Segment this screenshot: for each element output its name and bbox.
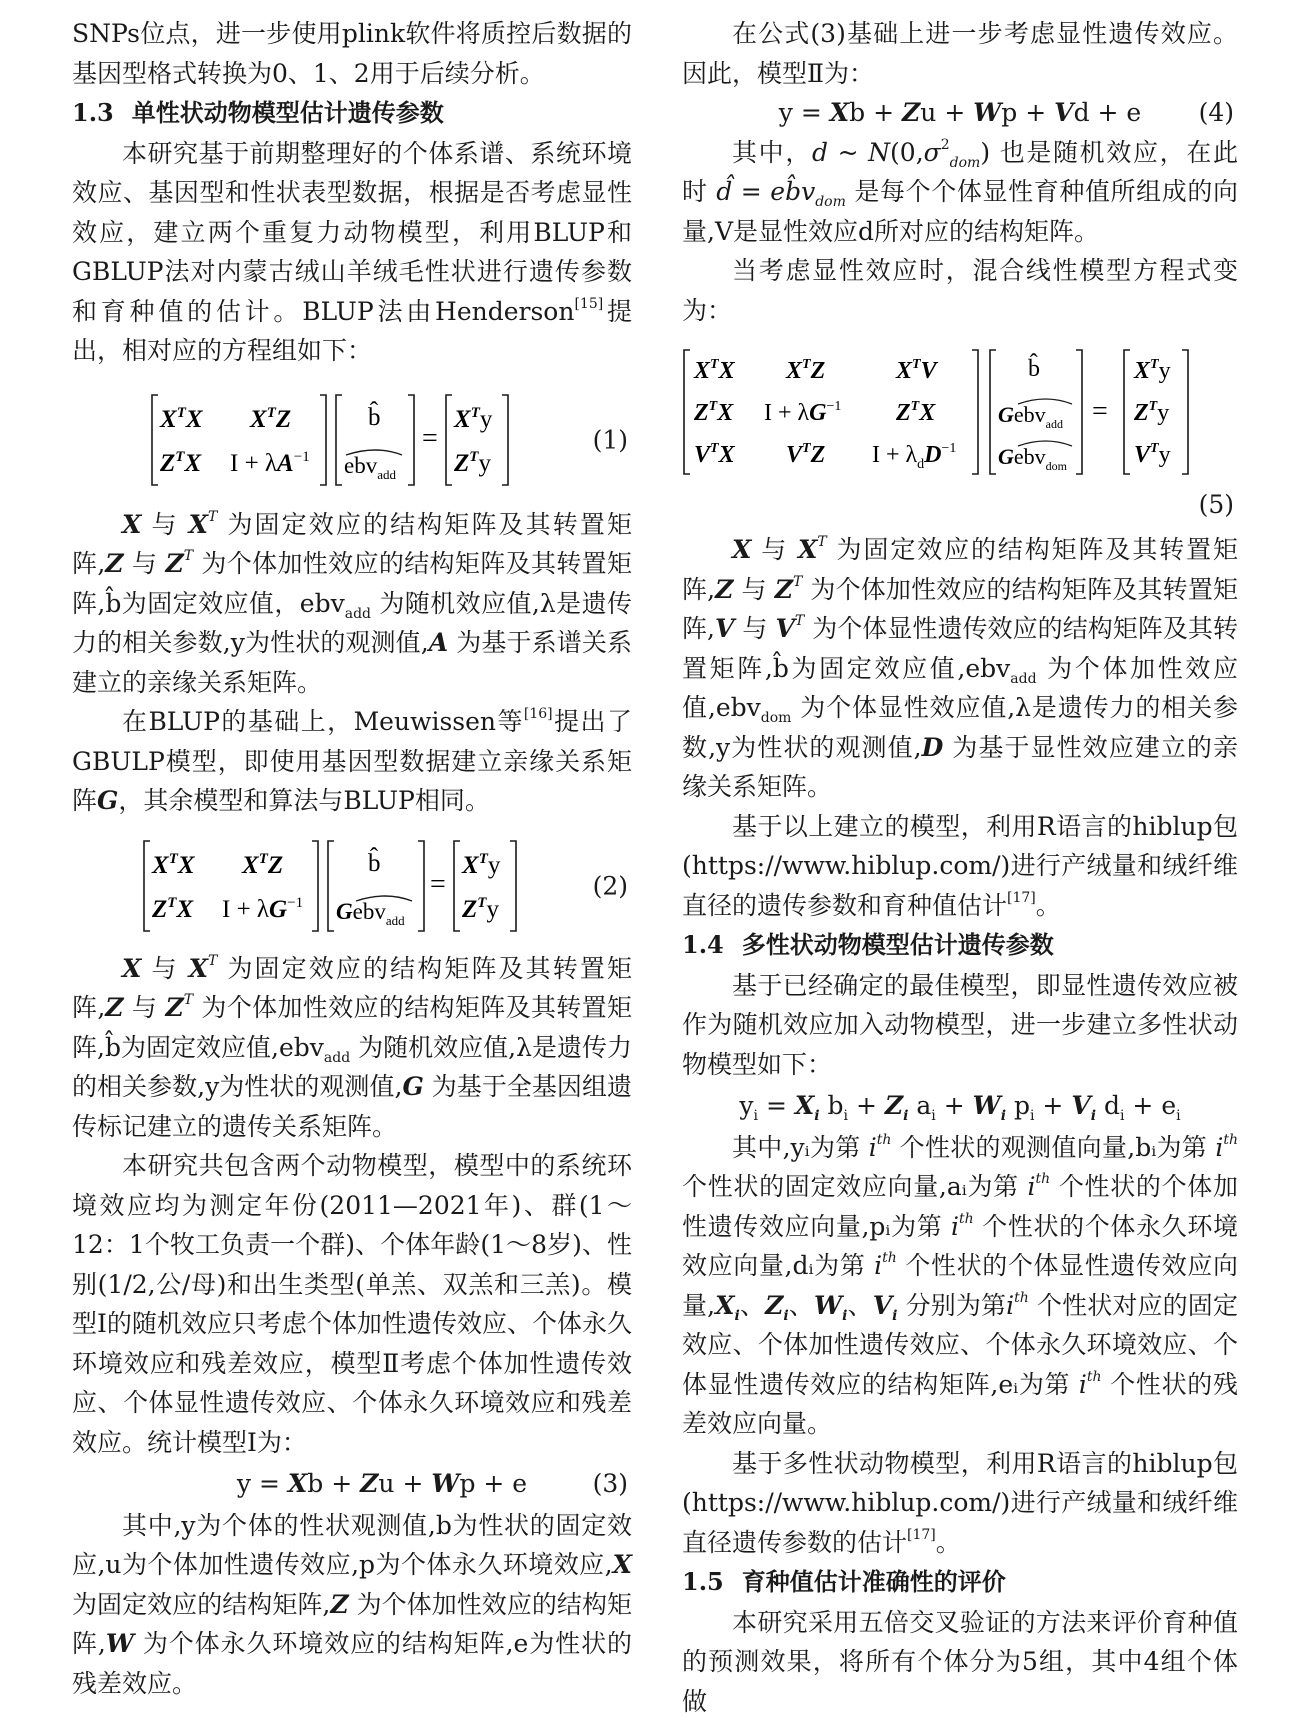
- text-span: 与: [124, 993, 166, 1022]
- paragraph-eq5-explain: X 与 $X^T$ 为固定效应的结构矩阵及其转置矩阵,Z 与 $Z^T$ 为个体加性效应的结构矩阵及其转置矩阵,V 与 $V^T$ 为个体显性遗传效应的结构矩阵及其转置矩阵,b̂为固定效应值,ebv$_{add}$ 为个体加性效应值,ebv$_{dom}$ 为个体显性效应值,λ是遗传力的相关参数,y为性状的观测值,D 为基于显性效应建立的亲缘关系矩阵。: [682, 530, 1238, 807]
- citation: [17]: [907, 1527, 936, 1543]
- text-span: 个性状的观测值向量,bᵢ为第: [900, 1133, 1207, 1162]
- text-span: 与: [734, 614, 775, 643]
- svg-text:b̂: b̂: [368, 847, 381, 877]
- svg-text:I + λA−1: $I + \lambda A^{-1}$: [230, 449, 310, 477]
- paragraph-multi-trait-explain: 其中,yᵢ为第 $i^{th}$ 个性状的观测值向量,bᵢ为第 $i^{th}$ 个性状的固定效应向量,aᵢ为第 $i^{th}$ 个性状的个体加性遗传效应向量,pᵢ为第 $i^{th}$ 个性状的个体永久环境效应向量,dᵢ为第 $i^{th}$ 个性状的个体显性遗传效应向量$,X_i$、$Z_i$、$W_i$、$V_i$ 分别为第$i^{th}$ 个性状对应的固定效应、个体加性遗传效应、个体永久环境效应、个体显性遗传效应的结构矩阵,eᵢ为第 $i^{th}$ 个性状的残差效应向量。: [682, 1128, 1238, 1444]
- text-span: 分别为第: [906, 1291, 1007, 1320]
- section-number: 1.4: [682, 930, 724, 959]
- paragraph-gblup-intro: 在BLUP的基础上，Meuwissen等[16]提出了GBULP模型，即使用基因型数据建立亲缘关系矩阵G，其余模型和算法与BLUP相同。: [72, 702, 632, 821]
- text-span: 为基于全基因组遗传标记建立的遗传关系矩阵。: [72, 1072, 632, 1141]
- equation-5: [682, 344, 1238, 480]
- text-span: 与: [141, 510, 188, 539]
- text-span: 为固定效应的结构矩阵及其转置矩阵,: [682, 535, 1238, 604]
- text-span: 为个体加性效应的结构矩阵及其转置矩阵,: [682, 575, 1238, 644]
- svg-text:ZTy: $Z^Ty$: [1133, 399, 1169, 426]
- equation-5-graphic: [682, 344, 1238, 480]
- paragraph-mixed-model: 当考虑显性效应时，混合线性模型方程式变为：: [682, 251, 1238, 330]
- text-span: 为随机效应值,λ是遗传力的相关参数,y为性状的观测值,: [72, 1033, 632, 1102]
- text-span: 为基于系谱关系建立的亲缘关系矩阵。: [72, 628, 632, 697]
- svg-text:b̂: b̂: [368, 401, 381, 431]
- svg-text:ZTX: $Z^TX$: [895, 399, 936, 426]
- svg-text:ZTy: $Z^Ty$: [453, 449, 491, 477]
- text-span: 个性状对应的固定效应、个体加性遗传效应、个体永久环境效应、个体显性遗传效应的结构矩阵,eᵢ为第: [682, 1291, 1238, 1399]
- text-span: 基于多性状动物模型，利用R语言的hiblup包(https://www.hiblup.com/)进行产绒量和绒纤维直径遗传参数的估计: [682, 1449, 1238, 1557]
- equation-2: [72, 835, 632, 937]
- svg-text:ZTX: $Z^TX$: [693, 399, 734, 426]
- equation-3-body: y = Xb + Zu + Wp + e: [72, 1464, 632, 1504]
- svg-text:VTX: $V^TX$: [694, 441, 736, 468]
- equation-1-graphic: [150, 389, 630, 491]
- svg-text:VTy: $V^Ty$: [1134, 441, 1171, 468]
- equation-3: [72, 1464, 632, 1504]
- text-span: 与: [141, 954, 188, 983]
- svg-text:I + λdD−1: $I + \lambda_dD^{-1}$: [872, 441, 956, 472]
- section-heading-1-4: [682, 925, 1238, 966]
- svg-text:XTX: $X^TX$: [693, 357, 736, 384]
- paragraph-hiblup-1: [682, 807, 1238, 926]
- text-span: 提出了GBULP模型，即使用基因型数据建立亲缘关系矩阵: [72, 707, 632, 815]
- svg-text:I + λG−1: $I + \lambda G^{-1}$: [764, 399, 841, 426]
- section-number: 1.5: [682, 1567, 724, 1596]
- text-span: 为个体显性效应值,λ是遗传力的相关参数,y为性状的观测值,: [682, 693, 1238, 762]
- text-span: 为固定效应的结构矩阵及其转置矩阵,: [72, 510, 632, 579]
- text-span: 与: [751, 535, 798, 564]
- text-span: 个性状的个体永久环境效应向量,dᵢ为第: [682, 1212, 1238, 1281]
- equation-4-body: y = Xb + Zu + Wp + Vd + e: [682, 93, 1238, 133]
- citation: [16]: [524, 706, 553, 722]
- svg-text:=: =: [1092, 396, 1108, 427]
- text-span: 个性状的残差效应向量。: [682, 1370, 1238, 1439]
- text-span: 与: [733, 575, 774, 604]
- svg-text:VTZ: $V^TZ$: [786, 441, 826, 468]
- svg-text:ZTy: $Z^Ty$: [461, 895, 499, 923]
- text-span: 个性状的个体显性遗传效应向量,: [682, 1251, 1238, 1320]
- paragraph-hiblup-2: [682, 1444, 1238, 1563]
- svg-text:XTZ: $X^TZ$: [249, 405, 291, 433]
- svg-text:ZTX: $Z^TX$: [159, 449, 202, 477]
- citation: [17]: [1007, 890, 1036, 906]
- svg-text:ZTX: $Z^TX$: [151, 895, 194, 923]
- equation-1: [72, 389, 632, 491]
- text-span: ，其余模型和算法与BLUP相同。: [118, 786, 490, 815]
- text-span: 为个体显性遗传效应的结构矩阵及其转置矩阵,b̂为固定效应值,: [682, 614, 1238, 683]
- text-span: 在BLUP的基础上，Meuwissen等: [122, 707, 524, 736]
- section-title: 育种值估计准确性的评价: [742, 1568, 1006, 1596]
- text-span: 为个体加性效应的结构矩阵及其转置矩阵,b̂为固定效应值，: [72, 549, 632, 618]
- svg-text:XTX: $X^TX$: [159, 405, 204, 433]
- text-span: 。: [936, 1528, 961, 1557]
- equation-4: [682, 93, 1238, 133]
- text-span: 提出，相对应的方程组如下：: [72, 297, 632, 366]
- equation-number: (5): [1199, 485, 1234, 525]
- text-span: 为随机效应值,λ是遗传力的相关参数,y为性状的观测值,: [72, 589, 632, 658]
- svg-text:XTX: $X^TX$: [151, 851, 196, 879]
- text-span: 为个体加性效应值,: [682, 654, 1238, 723]
- text-span: 其中，: [732, 138, 812, 167]
- paragraph-blup-intro: [72, 134, 632, 371]
- paragraph-models: 本研究共包含两个动物模型，模型中的系统环境效应均为测定年份(2011—2021年)、群(1～12：1个牧工负责一个群)、个体年龄(1～8岁)、性别(1/2,公/母)和出生类型(单羔、双羔和三羔)。模型Ⅰ的随机效应只考虑个体加性遗传效应、个体永久环境效应和残差效应，模型Ⅱ考虑个体加性遗传效应、个体显性遗传效应、个体永久环境效应和残差效应。统计模型Ⅰ为：: [72, 1146, 632, 1462]
- section-heading-1-5: [682, 1562, 1238, 1603]
- text-span: 为个体加性效应的结构矩阵,: [72, 1590, 632, 1659]
- text-span: 与: [124, 549, 166, 578]
- equation-number: (3): [593, 1464, 628, 1504]
- svg-text:Gebvadd: Gebv$_{add}$: [998, 402, 1063, 431]
- text-span: 为基于显性效应建立的亲缘关系矩阵。: [682, 733, 1238, 802]
- right-column: [682, 14, 1238, 1721]
- equation-number: (2): [593, 866, 628, 906]
- paragraph-model-2-intro: 在公式(3)基础上进一步考虑显性遗传效应。因此，模型Ⅱ为：: [682, 14, 1238, 93]
- svg-text:XTy: $X^Ty$: [453, 405, 493, 433]
- svg-text:XTZ: $X^TZ$: [785, 357, 826, 384]
- svg-text:b̂: b̂: [1028, 353, 1040, 382]
- svg-text:Gebvadd: Gebv$_{add}$: [336, 899, 405, 928]
- svg-text:XTy: $X^Ty$: [461, 851, 501, 879]
- svg-text:ebvadd: ebv$_{add}$: [344, 453, 396, 482]
- paragraph-cross-validation: 本研究采用五倍交叉验证的方法来评价育种值的预测效果，将所有个体分为5组，其中4组个体做: [682, 1603, 1238, 1721]
- section-title: 多性状动物模型估计遗传参数: [742, 931, 1054, 959]
- text-span: 为个体永久环境效应的结构矩阵,e为性状的残差效应。: [72, 1629, 632, 1698]
- paragraph-eq3-explain: 其中,y为个体的性状观测值,b为性状的固定效应,u为个体加性遗传效应,p为个体永久环境效应,X 为固定效应的结构矩阵,Z 为个体加性效应的结构矩阵,W 为个体永久环境效应的结构矩阵,e为性状的残差效应。: [72, 1506, 632, 1704]
- section-heading-1-3: [72, 93, 632, 134]
- text-span: 本研究基于前期整理好的个体系谱、系统环境效应、基因型和性状表型数据，根据是否考虑显性效应，建立两个重复力动物模型，利用BLUP和GBLUP法对内蒙古绒山羊绒毛性状进行遗传参数和育种值的估计。BLUP法由Henderson: [72, 139, 632, 326]
- text-span: 个性状的固定效应向量,aᵢ为第: [682, 1172, 1019, 1201]
- text-span: 为固定效应的结构矩阵及其转置矩阵,: [72, 954, 632, 1023]
- section-number: 1.3: [72, 98, 114, 127]
- svg-text:=: =: [422, 423, 438, 454]
- svg-text:Gebvdom: Gebv$_{dom}$: [998, 444, 1068, 473]
- equation-2-graphic: [142, 835, 622, 937]
- equation-number: (1): [593, 420, 628, 460]
- left-column: [72, 14, 632, 1703]
- text-span: 其中,yᵢ为第: [732, 1133, 861, 1162]
- paragraph-multi-trait: 基于已经确定的最佳模型，即显性遗传效应被作为随机效应加入动物模型，进一步建立多性状动物模型如下：: [682, 966, 1238, 1085]
- svg-text:=: =: [430, 869, 446, 900]
- paragraph-eq2-explain: X 与 $X^T$ 为固定效应的结构矩阵及其转置矩阵,Z 与 $Z^T$ 为个体加性效应的结构矩阵及其转置矩阵,b̂为固定效应值,ebv$_{add}$ 为随机效应值,λ是遗传力的相关参数,y为性状的观测值,G 为基于全基因组遗传标记建立的遗传关系矩阵。: [72, 949, 632, 1147]
- text-span: 是每个个体显性育种值所组成的向量,V是显性效应d所对应的结构矩阵。: [682, 177, 1238, 246]
- paragraph-eq1-explain: X 与 $X^T$ 为固定效应的结构矩阵及其转置矩阵,Z 与 $Z^T$ 为个体加性效应的结构矩阵及其转置矩阵,b̂为固定效应值，ebv$_{add}$ 为随机效应值,λ是遗传力的相关参数,y为性状的观测值,A 为基于系谱关系建立的亲缘关系矩阵。: [72, 505, 632, 703]
- text-span: 个性状的个体加性遗传效应向量,pᵢ为第: [682, 1172, 1238, 1241]
- text-span: 。: [1036, 891, 1061, 920]
- text-span: 基于以上建立的模型，利用R语言的hiblup包(https://www.hiblup.com/)进行产绒量和绒纤维直径的遗传参数和育种值估计: [682, 812, 1238, 920]
- section-title: 单性状动物模型估计遗传参数: [132, 99, 444, 127]
- svg-text:I + λG−1: $I + \lambda G^{-1}$: [222, 895, 303, 923]
- equation-6: [682, 1086, 1238, 1126]
- paragraph-eq4-explain: 其中，d ~ $N(0,\sigma^2_{dom})$ 也是随机效应，在此时 d̂ = $eb̂v_{dom}$ 是每个个体显性育种值所组成的向量,V是显性效应d所对应的结构矩阵。: [682, 133, 1238, 252]
- paragraph-snp: SNPs位点，进一步使用plink软件将质控后数据的基因型格式转换为0、1、2用于后续分析。: [72, 14, 632, 93]
- text-span: 为固定效应的结构矩阵,: [72, 1590, 330, 1619]
- equation-number: (4): [1199, 93, 1234, 133]
- text-span: 其中,y为个体的性状观测值,b为性状的固定效应,u为个体加性遗传效应,p为个体永久环境效应,: [72, 1511, 632, 1580]
- citation: [15]: [574, 296, 603, 312]
- svg-text:XTV: $X^TV$: [895, 357, 939, 384]
- text-span: 为个体加性效应的结构矩阵及其转置矩阵,b̂为固定效应值,: [72, 993, 632, 1062]
- svg-text:XTZ: $X^TZ$: [241, 851, 283, 879]
- equation-6-body: $y_i = X_i$ $b_i + Z_i$ $a_i + W_i$ $p_i + V_i$ $d_i + e_i$: [682, 1086, 1238, 1126]
- text-span: 也是随机效应，在此时: [682, 138, 1238, 207]
- svg-text:XTy: $X^Ty$: [1133, 357, 1171, 384]
